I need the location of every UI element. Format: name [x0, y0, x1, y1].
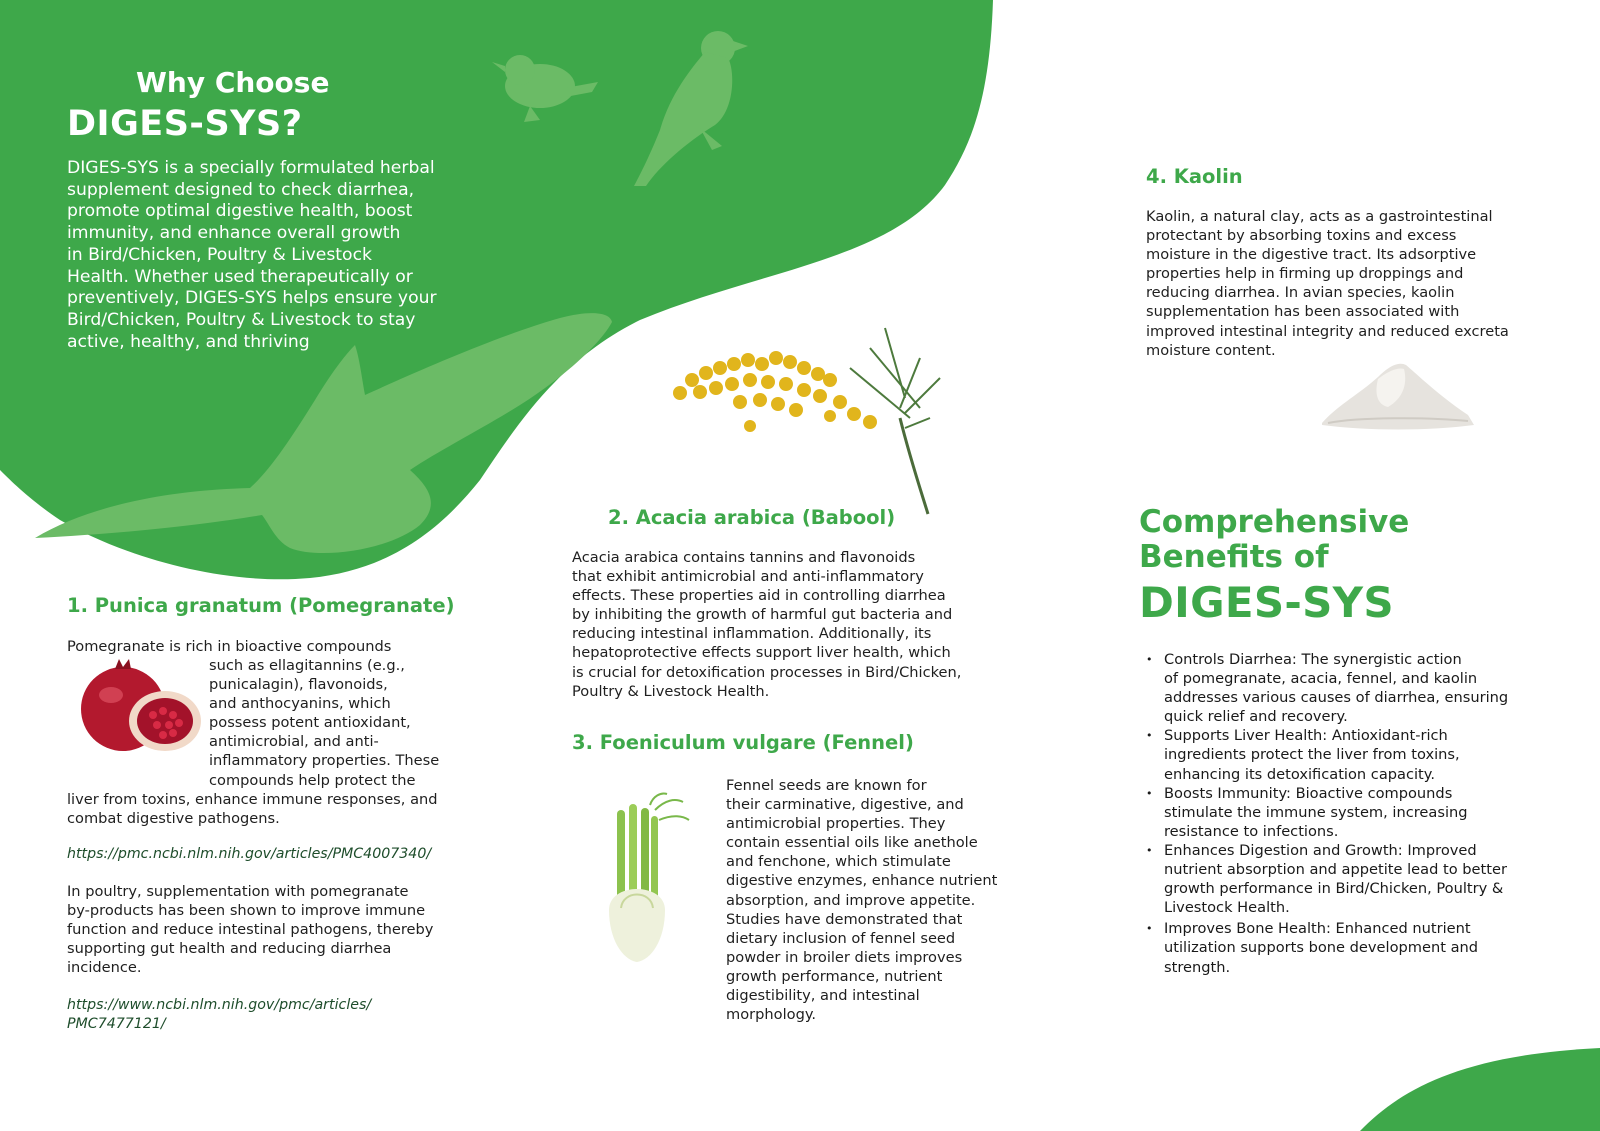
pomegranate-image: [73, 657, 203, 757]
fennel-line: Studies have demonstrated that: [726, 910, 963, 928]
benefit-line: enhancing its detoxification capacity.: [1164, 765, 1435, 783]
intro-heading-why: Why Choose: [136, 66, 330, 99]
benefit-line: • Enhances Digestion and Growth: Improved: [1164, 841, 1477, 859]
pomegranate-line: liver from toxins, enhance immune responses, and: [67, 791, 438, 808]
pomegranate-line: Pomegranate is rich in bioactive compounds: [67, 638, 392, 655]
benefit-line: nutrient absorption and appetite lead to better: [1164, 861, 1507, 879]
kaolin-line: Kaolin, a natural clay, acts as a gastrointestinal: [1146, 208, 1493, 225]
benefit-line: • Boosts Immunity: Bioactive compounds: [1164, 784, 1453, 802]
acacia-text: [572, 548, 992, 701]
fennel-line: contain essential oils like anethole: [726, 834, 978, 852]
pomegranate-poultry-line: function and reduce intestinal pathogens, thereby: [67, 921, 434, 939]
fennel-line: digestive enzymes, enhance nutrient: [726, 872, 998, 890]
fennel-line: digestibility, and intestinal: [726, 987, 920, 1005]
pomegranate-link-1[interactable]: https://pmc.ncbi.nlm.nih.gov/articles/PMC4007340/: [67, 846, 432, 862]
benefit-line: growth performance in Bird/Chicken, Poultry &: [1164, 880, 1504, 898]
benefit-line: • Controls Diarrhea: The synergistic action: [1164, 651, 1462, 668]
fennel-image: [595, 790, 695, 970]
pomegranate-text-end: [67, 790, 487, 828]
kaolin-text: [1146, 207, 1566, 360]
pomegranate-title: 1. Punica granatum (Pomegranate): [67, 594, 455, 617]
pomegranate-line: punicalagin), flavonoids,: [209, 676, 388, 694]
acacia-line: reducing intestinal inflammation. Additionally, its: [572, 625, 932, 643]
acacia-line: Poultry & Livestock Health.: [572, 682, 770, 700]
acacia-title: 2. Acacia arabica (Babool): [608, 506, 896, 529]
pomegranate-line: such as ellagitannins (e.g.,: [209, 657, 405, 674]
benefit-item-digestion: [1164, 841, 1554, 917]
benefit-line: ingredients protect the liver from toxins,: [1164, 746, 1460, 764]
benefit-line: of pomegranate, acacia, fennel, and kaolin: [1164, 670, 1478, 688]
acacia-image: [670, 318, 950, 518]
kaolin-line: protectant by absorbing toxins and excess: [1146, 227, 1457, 245]
pomegranate-poultry-line: by-products has been shown to improve immune: [67, 902, 426, 920]
intro-line: Health. Whether used therapeutically or: [67, 266, 413, 287]
pomegranate-line: and anthocyanins, which: [209, 695, 391, 713]
intro-line: promote optimal digestive health, boost: [67, 201, 413, 222]
acacia-line: hepatoprotective effects support liver health, which: [572, 644, 951, 662]
acacia-line: Acacia arabica contains tannins and flavonoids: [572, 549, 916, 566]
intro-line: DIGES-SYS is a specially formulated herbal: [67, 158, 435, 178]
acacia-line: effects. These properties aid in controlling diarrhea: [572, 587, 946, 605]
pomegranate-poultry-line: incidence.: [67, 959, 142, 977]
kaolin-image: [1318, 355, 1478, 435]
kaolin-line: reducing diarrhea. In avian species, kaolin: [1146, 284, 1455, 302]
acacia-line: is crucial for detoxification processes in Bird/Chicken,: [572, 663, 962, 681]
pomegranate-line: antimicrobial, and anti-: [209, 733, 379, 751]
fennel-text: [726, 776, 1016, 1024]
pomegranate-line: combat digestive pathogens.: [67, 810, 280, 828]
benefit-line: utilization supports bone development and: [1164, 939, 1479, 957]
benefits-brand: DIGES-SYS: [1139, 578, 1394, 627]
kaolin-title: 4. Kaolin: [1146, 165, 1243, 188]
fennel-line: morphology.: [726, 1006, 817, 1024]
intro-line: Bird/Chicken, Poultry & Livestock to stay: [67, 309, 416, 330]
pomegranate-wrapped-text: [209, 656, 469, 790]
kaolin-line: improved intestinal integrity and reduced excreta: [1146, 322, 1509, 340]
intro-heading-brand: DIGES-SYS?: [67, 104, 303, 144]
fennel-line: their carminative, digestive, and: [726, 796, 964, 814]
fennel-title: 3. Foeniculum vulgare (Fennel): [572, 731, 914, 754]
pomegranate-link-2-line[interactable]: https://www.ncbi.nlm.nih.gov/pmc/articles/: [67, 997, 372, 1013]
benefit-item-diarrhea: [1164, 650, 1554, 726]
pomegranate-link-2-line[interactable]: PMC7477121/: [67, 1016, 166, 1033]
pomegranate-link-2[interactable]: [67, 996, 371, 1035]
kaolin-line: properties help in firming up droppings and: [1146, 265, 1464, 283]
green-corner-shape: [1360, 1048, 1600, 1131]
benefit-line: Livestock Health.: [1164, 899, 1290, 917]
intro-line: in Bird/Chicken, Poultry & Livestock: [67, 244, 372, 265]
benefit-line: • Supports Liver Health: Antioxidant-rich: [1164, 727, 1448, 745]
intro-line: active, healthy, and thriving: [67, 331, 310, 352]
pomegranate-line: inflammatory properties. These: [209, 752, 440, 770]
benefits-list: [1146, 650, 1554, 977]
benefits-title: [1139, 505, 1559, 575]
benefit-line: strength.: [1164, 958, 1231, 976]
intro-line: supplement designed to check diarrhea,: [67, 179, 415, 200]
benefits-title-line: Benefits of: [1139, 539, 1329, 575]
benefit-line: resistance to infections.: [1164, 822, 1339, 840]
kaolin-line: moisture content.: [1146, 341, 1276, 359]
pomegranate-line: compounds help protect the: [209, 771, 416, 789]
fennel-line: growth performance, nutrient: [726, 967, 943, 985]
fennel-line: Fennel seeds are known for: [726, 777, 927, 794]
intro-line: preventively, DIGES-SYS helps ensure your: [67, 288, 437, 309]
acacia-line: that exhibit antimicrobial and anti-inflammatory: [572, 568, 924, 586]
intro-paragraph: [67, 158, 467, 353]
kaolin-line: supplementation has been associated with: [1146, 303, 1460, 321]
fennel-line: and fenchone, which stimulate: [726, 853, 951, 871]
fennel-line: antimicrobial properties. They: [726, 815, 946, 833]
benefit-item-liver: [1164, 726, 1554, 783]
benefits-title-line: Comprehensive: [1139, 504, 1410, 540]
pomegranate-line: possess potent antioxidant,: [209, 714, 411, 732]
acacia-line: by inhibiting the growth of harmful gut bacteria and: [572, 606, 953, 624]
pomegranate-poultry-text: [67, 882, 487, 977]
benefit-line: quick relief and recovery.: [1164, 708, 1348, 726]
pomegranate-poultry-line: supporting gut health and reducing diarrhea: [67, 940, 392, 958]
benefit-item-bone: [1164, 919, 1554, 976]
benefit-item-immunity: [1164, 784, 1554, 841]
fennel-line: absorption, and improve appetite.: [726, 891, 976, 909]
pomegranate-poultry-line: In poultry, supplementation with pomegranate: [67, 883, 409, 900]
intro-line: immunity, and enhance overall growth: [67, 223, 401, 244]
benefit-line: addresses various causes of diarrhea, ensuring: [1164, 689, 1509, 707]
fennel-line: dietary inclusion of fennel seed: [726, 929, 956, 947]
kaolin-line: moisture in the digestive tract. Its adsorptive: [1146, 246, 1477, 264]
benefit-line: stimulate the immune system, increasing: [1164, 803, 1468, 821]
fennel-line: powder in broiler diets improves: [726, 948, 963, 966]
benefit-line: • Improves Bone Health: Enhanced nutrient: [1164, 920, 1471, 938]
